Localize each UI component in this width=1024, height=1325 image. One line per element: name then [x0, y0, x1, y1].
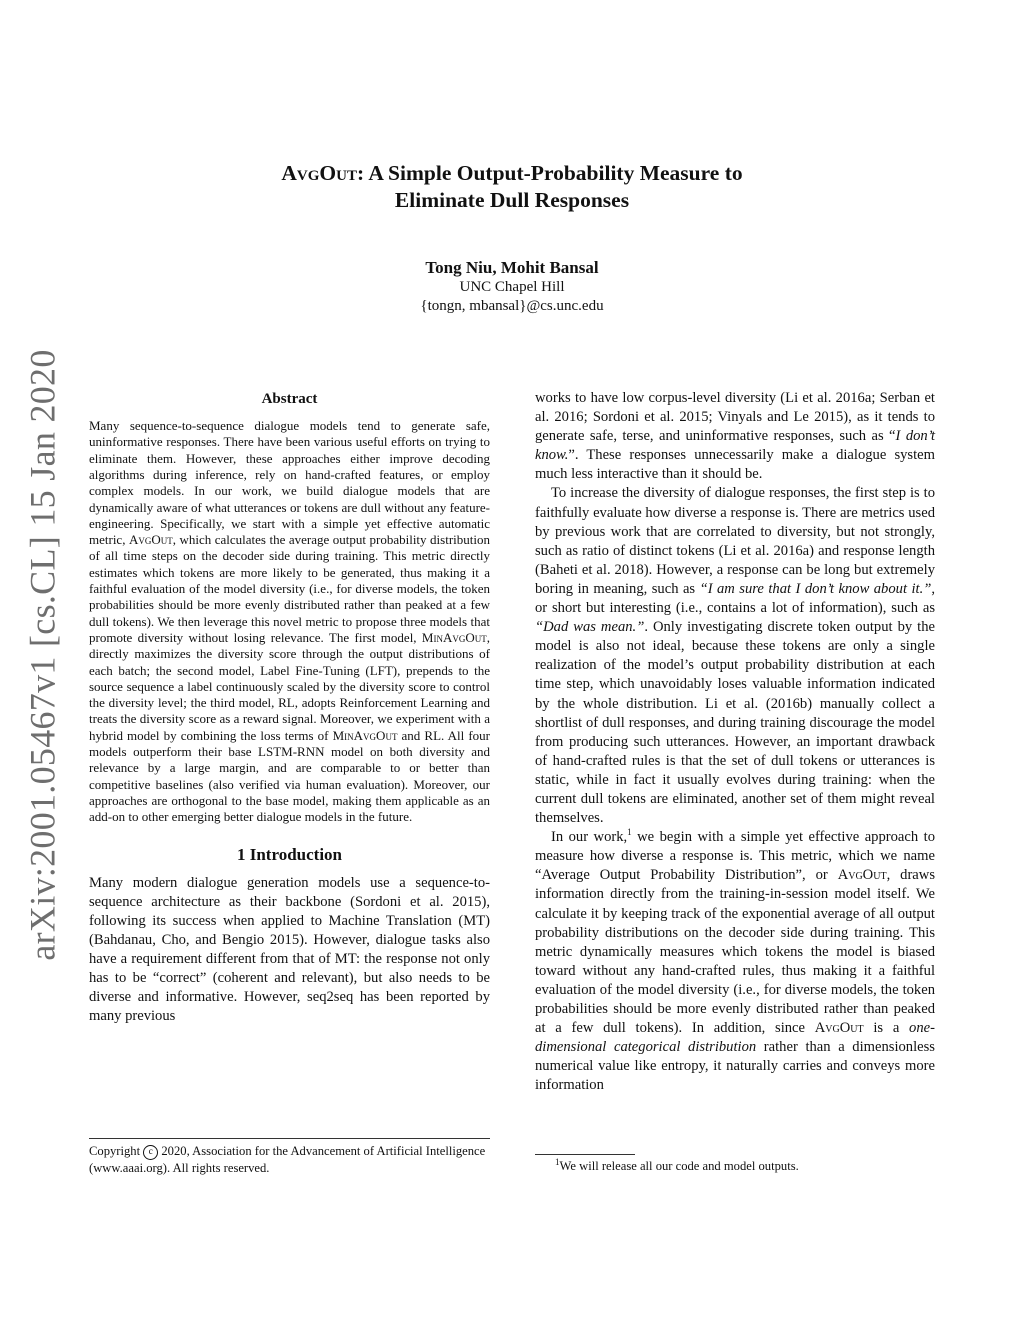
title-line-1: [150, 160, 874, 187]
method-name-avgout-2: AvgOut: [837, 867, 887, 884]
copyright-symbol: c: [143, 1145, 158, 1160]
title-method-name: AvgOut: [281, 161, 357, 185]
example-quote-short-interesting: “Dad was mean.”: [535, 619, 645, 636]
footnote-text: We will release all our code and model outputs.: [559, 1159, 799, 1173]
author-block: [300, 257, 724, 316]
method-name-minavgout-2: MinAvgOut: [332, 727, 398, 743]
abstract-text: Many sequence-to-sequence dialogue models tend to generate safe, uninformative responses. There have been various useful efforts on trying to eliminate them. However, these approaches either improve decoding algorithms during inference, rely on hand-crafted features, or employ complex models. In our work, we build dialogue models that are dynamically aware of what utterances or tokens are dull without any feature-engineering. Specifically, we start with a simple yet effective automatic metric, AvgOut, which calculates the average output probability distribution of all time steps on the decoder side during training. This metric directly estimates which tokens are more likely to be generated, thus making it a faithful evaluation of the model diversity (i.e., for diverse models, the token probabilities should be more evenly distributed rather than peaked at a few dull tokens). We then leverage this novel metric to propose three models that promote diversity without losing relevance. The first model, MinAvgOut, directly maximizes the diversity score through the output distributions of each batch; the second model, Label Fine-Tuning (LFT), prepends to the source sequence a label continuously scaled by the diversity score to control the diversity level; the third model, RL, adopts Reinforcement Learning and treats the diversity score as a reward signal. Moreover, we experiment with a hybrid model by combining the loss terms of MinAvgOut and RL. All four models outperform their base LSTM-RNN model on both diversity and relevance by a large margin, and are comparable to or better than competitive baselines (also verified via human evaluation). Moreover, our approaches are orthogonal to the base model, making them applicable as an add-on to other emerging better dialogue models in the future.: [89, 418, 490, 825]
author-email: {tongn, mbansal}@cs.unc.edu: [420, 298, 604, 314]
intro-paragraph-continued: works to have low corpus-level diversity (Li et al. 2016a; Serban et al. 2016; Sordoni et al. 2015; Vinyals and Le 2015), as it tends to generate safe, terse, and uninformative responses, such as “I don’t know.”. These responses unnecessarily make a dialogue system much less interactive than it should be.: [535, 390, 936, 483]
title-line-2: Eliminate Dull Responses: [394, 188, 630, 212]
method-name-avgout-3: AvgOut: [814, 1020, 864, 1037]
footnote-reference-1: 1: [627, 827, 632, 838]
author-names: Tong Niu, Mohit Bansal: [425, 258, 599, 277]
emphasis-categorical-distribution: one-dimensional categorical distribution: [535, 1020, 935, 1056]
method-name-avgout: AvgOut: [128, 532, 173, 548]
footnote-1: [535, 1158, 935, 1174]
footnote-mark: 1: [555, 1156, 560, 1167]
arxiv-id-text: arXiv:2001.05467v1 [cs.CL] 15 Jan 2020: [23, 349, 64, 961]
title-line-1-rest: : A Simple Output-Probability Measure to: [356, 161, 743, 185]
copyright-notice: Copyright c 2020, Association for the Advancement of Artificial Intelligence (www.aaai.org). All rights reserved.: [89, 1138, 490, 1176]
left-column: [89, 390, 490, 1026]
footnote-rule: [535, 1154, 635, 1155]
intro-paragraph-1: Many modern dialogue generation models use a sequence-to-sequence architecture as their backbone (Sordoni et al. 2015), following its success when applied to Machine Translation (MT) (Bahdanau, Cho, and Bengio 2015). However, dialogue tasks also have a requirement different from that of MT: the response not only has to be “correct” (coherent and relevant), but also needs to be diverse and informative. However, seq2seq has been reported by many previous: [89, 874, 490, 1025]
abstract-heading: Abstract: [261, 391, 318, 407]
intro-paragraph-3: In our work,$^1$ we begin with a simple yet effective approach to measure how diverse a response is. This metric, which we name “Average Output Probability Distribution”, or AvgOut, draws information directly from the training-in-session model itself. We calculate it by keeping track of the exponential average of all output probability distributions on the decoder side during training. This metric dynamically measures which tokens the model is biased toward without any hand-crafted rules, thus making it a faithful evaluation of the model diversity (i.e., for diverse models, the token probabilities should be more evenly distributed rather than peaked at a few dull tokens). In addition, since AvgOut is a one-dimensional categorical distribution rather than a dimensionless numerical value like entropy, it naturally carries and conveys more information: [535, 827, 935, 1094]
right-column: [535, 389, 935, 1095]
intro-paragraph-2: To increase the diversity of dialogue responses, the first step is to faithfully evaluate how diverse a response is. There are metrics used by previous work that are correlated to diversity, but not strongly, such as ratio of distinct tokens (Li et al. 2016a) and response length (Baheti et al. 2018). However, a response can be long but extremely boring in meaning, such as “I am sure that I don’t know about it.”, or short but interesting (i.e., contains a lot of information), such as “Dad was mean.”. Only investigating discrete token output by the model is also not ideal, because these tokens are only a single realization of the model’s output probability distribution at each time step, which unavoidably loses valuable information indicated by the whole distribution. Li et al. (2016b) manually collect a shortlist of dull responses, and during training discourage the model from producing such utterances. However, an important drawback of hand-crafted rules is that the set of dull tokens or utterances is static, while in fact it usually evolves during training: when the current dull tokens are eliminated, another set of them might reveal themselves.: [535, 485, 935, 827]
footnote-block: [535, 1154, 935, 1174]
method-name-minavgout: MinAvgOut: [421, 629, 487, 645]
section-heading-introduction: 1 Introduction: [236, 844, 342, 864]
example-quote-dont-know: I don’t know.: [535, 428, 936, 464]
author-affiliation: UNC Chapel Hill: [459, 279, 565, 295]
paper-title: [150, 160, 874, 214]
example-quote-long-boring: “I am sure that I don’t know about it.”: [699, 580, 932, 597]
arxiv-identifier-stamp: [20, 349, 66, 961]
